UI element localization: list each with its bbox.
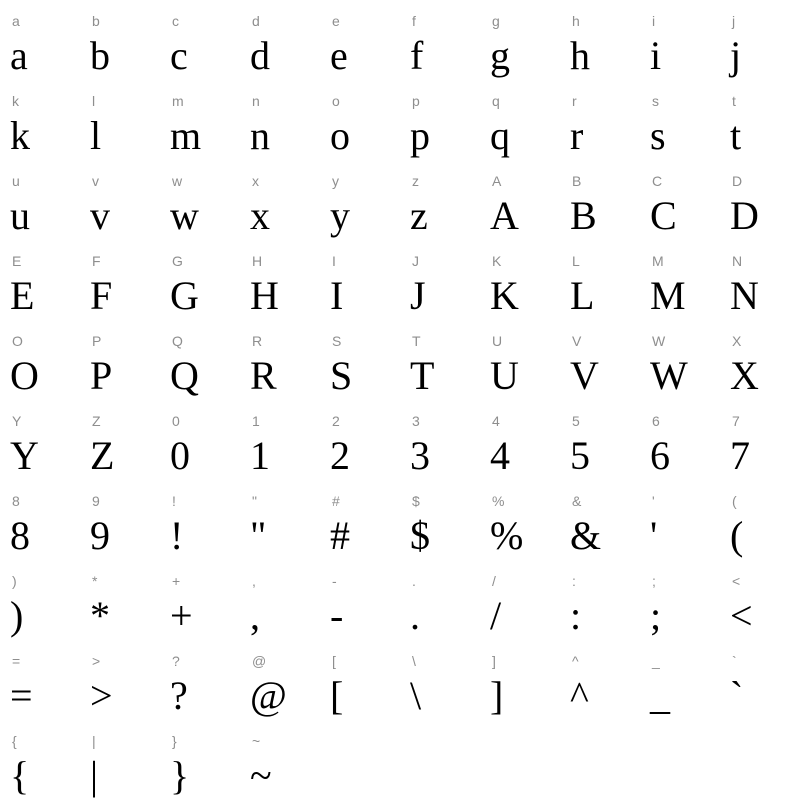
char-glyph: $ [410, 513, 430, 558]
char-glyph: | [90, 753, 99, 798]
char-cell[interactable] [160, 560, 240, 640]
char-cell[interactable] [80, 400, 160, 480]
char-glyph: I [330, 273, 344, 318]
char-glyph: F [90, 273, 113, 318]
char-cell[interactable] [320, 240, 400, 320]
char-label: i [652, 13, 656, 29]
char-label: $ [412, 493, 420, 509]
char-label: q [492, 93, 500, 109]
char-glyph: E [10, 273, 35, 318]
char-label: , [252, 573, 256, 589]
char-glyph: = [10, 673, 33, 718]
char-cell[interactable] [720, 640, 800, 720]
char-glyph: ) [10, 593, 24, 638]
char-cell[interactable] [480, 160, 560, 240]
char-cell[interactable] [400, 0, 480, 80]
char-label: z [412, 173, 419, 189]
char-cell[interactable] [320, 640, 400, 720]
char-glyph: # [330, 513, 350, 558]
char-label: Q [172, 333, 183, 349]
char-glyph: t [730, 113, 742, 158]
char-cell[interactable] [560, 160, 640, 240]
char-glyph: 6 [650, 433, 670, 478]
char-cell[interactable] [0, 720, 80, 800]
char-label: { [12, 733, 17, 749]
char-glyph: M [650, 273, 686, 318]
char-glyph: D [730, 193, 759, 238]
char-glyph: > [90, 673, 113, 718]
char-label: f [412, 13, 416, 29]
char-label: ! [172, 493, 176, 509]
char-label: _ [652, 653, 660, 669]
char-glyph: j [730, 33, 742, 78]
char-cell[interactable] [240, 160, 320, 240]
char-cell[interactable] [720, 560, 800, 640]
char-cell[interactable] [0, 0, 80, 80]
char-cell[interactable] [560, 400, 640, 480]
char-cell[interactable] [240, 480, 320, 560]
char-cell[interactable] [640, 160, 720, 240]
char-cell[interactable] [400, 400, 480, 480]
char-label: ^ [572, 653, 579, 669]
char-label: 7 [732, 413, 740, 429]
char-glyph: ] [490, 673, 504, 718]
char-cell[interactable] [480, 0, 560, 80]
char-glyph: G [170, 273, 199, 318]
char-cell[interactable] [480, 80, 560, 160]
char-cell[interactable] [720, 320, 800, 400]
char-label: k [12, 93, 19, 109]
char-label: ` [732, 653, 737, 669]
char-cell[interactable] [0, 400, 80, 480]
char-cell[interactable] [640, 400, 720, 480]
char-cell[interactable] [640, 320, 720, 400]
char-cell[interactable] [640, 560, 720, 640]
char-glyph: r [570, 113, 584, 158]
char-label: B [572, 173, 582, 189]
char-label: < [732, 573, 741, 589]
char-cell[interactable] [0, 480, 80, 560]
char-cell[interactable] [320, 480, 400, 560]
char-label: * [92, 573, 98, 589]
char-label: g [492, 13, 500, 29]
char-cell[interactable] [80, 240, 160, 320]
char-label: - [332, 573, 337, 589]
char-glyph: _ [650, 673, 670, 718]
char-cell[interactable] [160, 80, 240, 160]
char-glyph: Y [10, 433, 39, 478]
char-glyph: Q [170, 353, 199, 398]
char-cell[interactable] [0, 160, 80, 240]
char-cell[interactable] [80, 560, 160, 640]
char-label: | [92, 733, 96, 749]
char-label: } [172, 733, 177, 749]
char-label: T [412, 333, 421, 349]
char-glyph: l [90, 113, 102, 158]
char-cell[interactable] [0, 640, 80, 720]
char-label: G [172, 253, 183, 269]
char-glyph: + [170, 593, 193, 638]
char-label: A [492, 173, 502, 189]
char-cell[interactable] [560, 640, 640, 720]
char-glyph: w [170, 193, 199, 238]
char-glyph: ` [730, 673, 744, 718]
char-label: u [12, 173, 20, 189]
char-cell[interactable] [640, 80, 720, 160]
char-cell[interactable] [560, 240, 640, 320]
char-label: P [92, 333, 102, 349]
char-label: e [332, 13, 340, 29]
char-glyph: 9 [90, 513, 110, 558]
char-label: & [572, 493, 582, 509]
char-glyph: P [90, 353, 113, 398]
char-glyph: e [330, 33, 348, 78]
char-glyph: T [410, 353, 435, 398]
char-cell[interactable] [240, 560, 320, 640]
char-glyph: u [10, 193, 30, 238]
char-cell[interactable] [400, 80, 480, 160]
char-cell[interactable] [480, 480, 560, 560]
char-label: ] [492, 653, 496, 669]
char-label: ( [732, 493, 737, 509]
char-label: w [172, 173, 183, 189]
char-label: ~ [252, 733, 261, 749]
char-label: E [12, 253, 22, 269]
char-cell[interactable] [400, 560, 480, 640]
char-glyph: z [410, 193, 428, 238]
char-glyph: L [570, 273, 595, 318]
char-label: 2 [332, 413, 340, 429]
char-glyph: , [250, 593, 260, 638]
char-label: j [732, 13, 736, 29]
char-glyph: 0 [170, 433, 190, 478]
char-glyph: " [250, 513, 267, 558]
char-cell[interactable] [0, 240, 80, 320]
char-cell[interactable] [560, 560, 640, 640]
char-glyph: f [410, 33, 424, 78]
char-label: 3 [412, 413, 420, 429]
char-cell[interactable] [400, 160, 480, 240]
char-glyph: \ [410, 673, 422, 718]
char-glyph: q [490, 113, 510, 158]
char-label: m [172, 93, 184, 109]
char-glyph: h [570, 33, 590, 78]
char-glyph: 4 [490, 433, 510, 478]
char-label: J [412, 253, 419, 269]
char-cell[interactable] [400, 640, 480, 720]
char-glyph: p [410, 113, 430, 158]
char-glyph: b [90, 33, 110, 78]
char-glyph: Z [90, 433, 115, 478]
char-label: y [332, 173, 339, 189]
char-glyph: % [490, 513, 524, 558]
char-glyph: X [730, 353, 759, 398]
char-cell[interactable] [240, 0, 320, 80]
char-cell[interactable] [480, 400, 560, 480]
char-cell[interactable] [80, 160, 160, 240]
char-glyph: ( [730, 513, 744, 558]
char-label: v [92, 173, 99, 189]
char-cell[interactable] [160, 720, 240, 800]
char-label: " [252, 493, 257, 509]
char-cell[interactable] [240, 80, 320, 160]
char-label: # [332, 493, 340, 509]
char-cell[interactable] [720, 480, 800, 560]
char-label: U [492, 333, 503, 349]
char-cell[interactable] [640, 480, 720, 560]
char-glyph: N [730, 273, 759, 318]
char-label: Y [12, 413, 22, 429]
char-glyph: x [250, 193, 270, 238]
char-glyph: V [570, 353, 599, 398]
char-label: a [12, 13, 20, 29]
char-cell[interactable] [640, 0, 720, 80]
char-glyph: W [650, 353, 688, 398]
char-label: 9 [92, 493, 100, 509]
char-label: b [92, 13, 100, 29]
char-glyph: 2 [330, 433, 350, 478]
char-label: F [92, 253, 101, 269]
char-glyph: i [650, 33, 662, 78]
char-cell[interactable] [160, 640, 240, 720]
char-glyph: ? [170, 673, 188, 718]
char-glyph: m [170, 113, 202, 158]
char-label: I [332, 253, 336, 269]
char-cell[interactable] [160, 480, 240, 560]
char-label: 5 [572, 413, 580, 429]
char-label: [ [332, 653, 336, 669]
char-cell[interactable] [560, 480, 640, 560]
char-label: W [652, 333, 666, 349]
char-cell[interactable] [320, 160, 400, 240]
char-label: N [732, 253, 743, 269]
char-cell[interactable] [0, 80, 80, 160]
char-label: ? [172, 653, 180, 669]
char-cell[interactable] [160, 400, 240, 480]
char-cell[interactable] [160, 0, 240, 80]
char-label: @ [252, 653, 267, 669]
char-glyph: - [330, 593, 344, 638]
char-label: ; [652, 573, 656, 589]
char-cell[interactable] [240, 640, 320, 720]
char-glyph: o [330, 113, 350, 158]
char-label: K [492, 253, 502, 269]
char-label: / [492, 573, 496, 589]
char-cell[interactable] [320, 320, 400, 400]
char-label: M [652, 253, 664, 269]
char-label: H [252, 253, 263, 269]
char-label: d [252, 13, 260, 29]
char-cell[interactable] [480, 240, 560, 320]
char-cell[interactable] [240, 240, 320, 320]
char-label: C [652, 173, 663, 189]
char-label: D [732, 173, 743, 189]
char-label: L [572, 253, 580, 269]
char-glyph: A [490, 193, 519, 238]
char-label: Z [92, 413, 101, 429]
char-glyph: ! [170, 513, 184, 558]
char-cell[interactable] [80, 0, 160, 80]
char-glyph: & [570, 513, 602, 558]
char-cell[interactable] [160, 160, 240, 240]
char-glyph: < [730, 593, 753, 638]
char-label: o [332, 93, 340, 109]
char-cell[interactable] [80, 480, 160, 560]
char-glyph: { [10, 753, 30, 798]
char-cell[interactable] [720, 160, 800, 240]
char-glyph: U [490, 353, 519, 398]
char-cell[interactable] [320, 400, 400, 480]
char-glyph: ' [650, 513, 658, 558]
char-glyph: y [330, 193, 350, 238]
char-label: t [732, 93, 736, 109]
char-glyph: 1 [250, 433, 270, 478]
char-glyph: s [650, 113, 666, 158]
char-cell[interactable] [720, 240, 800, 320]
char-label: h [572, 13, 580, 29]
char-cell[interactable] [400, 240, 480, 320]
char-cell[interactable] [240, 400, 320, 480]
char-label: > [92, 653, 101, 669]
char-glyph: R [250, 353, 277, 398]
char-label: r [572, 93, 577, 109]
char-cell[interactable] [80, 80, 160, 160]
char-cell[interactable] [560, 80, 640, 160]
char-glyph: S [330, 353, 353, 398]
char-glyph: C [650, 193, 677, 238]
char-cell[interactable] [80, 320, 160, 400]
char-cell[interactable] [720, 80, 800, 160]
char-label: : [572, 573, 576, 589]
char-glyph: n [250, 113, 270, 158]
char-glyph: ~ [250, 753, 272, 798]
char-label: V [572, 333, 582, 349]
char-cell[interactable] [400, 480, 480, 560]
char-label: R [252, 333, 263, 349]
char-glyph: J [410, 273, 426, 318]
char-glyph: * [90, 593, 110, 638]
char-label: 1 [252, 413, 260, 429]
char-cell[interactable] [560, 320, 640, 400]
char-label: n [252, 93, 260, 109]
char-glyph: / [490, 593, 502, 638]
char-glyph: K [490, 273, 519, 318]
char-cell[interactable] [640, 640, 720, 720]
char-glyph: ; [650, 593, 662, 638]
char-label: 0 [172, 413, 180, 429]
char-glyph: 8 [10, 513, 30, 558]
char-glyph: H [250, 273, 279, 318]
char-cell[interactable] [160, 320, 240, 400]
char-label: . [412, 573, 416, 589]
char-cell[interactable] [320, 80, 400, 160]
char-label: 6 [652, 413, 660, 429]
char-label: s [652, 93, 659, 109]
char-label: = [12, 653, 21, 669]
char-cell[interactable] [80, 720, 160, 800]
char-cell[interactable] [400, 320, 480, 400]
char-cell[interactable] [320, 0, 400, 80]
char-cell[interactable] [0, 560, 80, 640]
char-glyph: @ [250, 673, 287, 718]
char-cell[interactable] [320, 560, 400, 640]
char-cell[interactable] [80, 640, 160, 720]
char-glyph: B [570, 193, 597, 238]
char-cell[interactable] [720, 0, 800, 80]
char-glyph: : [570, 593, 582, 638]
char-label: ' [652, 493, 655, 509]
char-cell[interactable] [720, 400, 800, 480]
char-glyph: O [10, 353, 39, 398]
char-cell[interactable] [640, 240, 720, 320]
char-glyph: 3 [410, 433, 430, 478]
char-label: ) [12, 573, 17, 589]
char-label: 8 [12, 493, 20, 509]
char-cell[interactable] [160, 240, 240, 320]
char-label: O [12, 333, 23, 349]
char-glyph: a [10, 33, 28, 78]
char-label: + [172, 573, 181, 589]
char-glyph: k [10, 113, 30, 158]
char-label: p [412, 93, 420, 109]
char-label: 4 [492, 413, 500, 429]
char-label: % [492, 493, 505, 509]
char-cell[interactable] [480, 320, 560, 400]
char-glyph: [ [330, 673, 344, 718]
char-glyph: 7 [730, 433, 750, 478]
char-glyph: 5 [570, 433, 590, 478]
char-glyph: d [250, 33, 270, 78]
char-label: S [332, 333, 342, 349]
char-label: c [172, 13, 179, 29]
char-cell[interactable] [240, 720, 320, 800]
char-glyph: . [410, 593, 420, 638]
char-cell[interactable] [240, 320, 320, 400]
char-glyph: ^ [570, 673, 589, 718]
char-label: \ [412, 653, 416, 669]
char-cell[interactable] [0, 320, 80, 400]
char-cell[interactable] [480, 560, 560, 640]
char-label: x [252, 173, 259, 189]
char-glyph: v [90, 193, 110, 238]
char-glyph: } [170, 753, 190, 798]
char-label: l [92, 93, 96, 109]
char-cell[interactable] [560, 0, 640, 80]
char-label: X [732, 333, 742, 349]
char-cell[interactable] [480, 640, 560, 720]
char-glyph: c [170, 33, 188, 78]
char-glyph: g [490, 33, 510, 78]
